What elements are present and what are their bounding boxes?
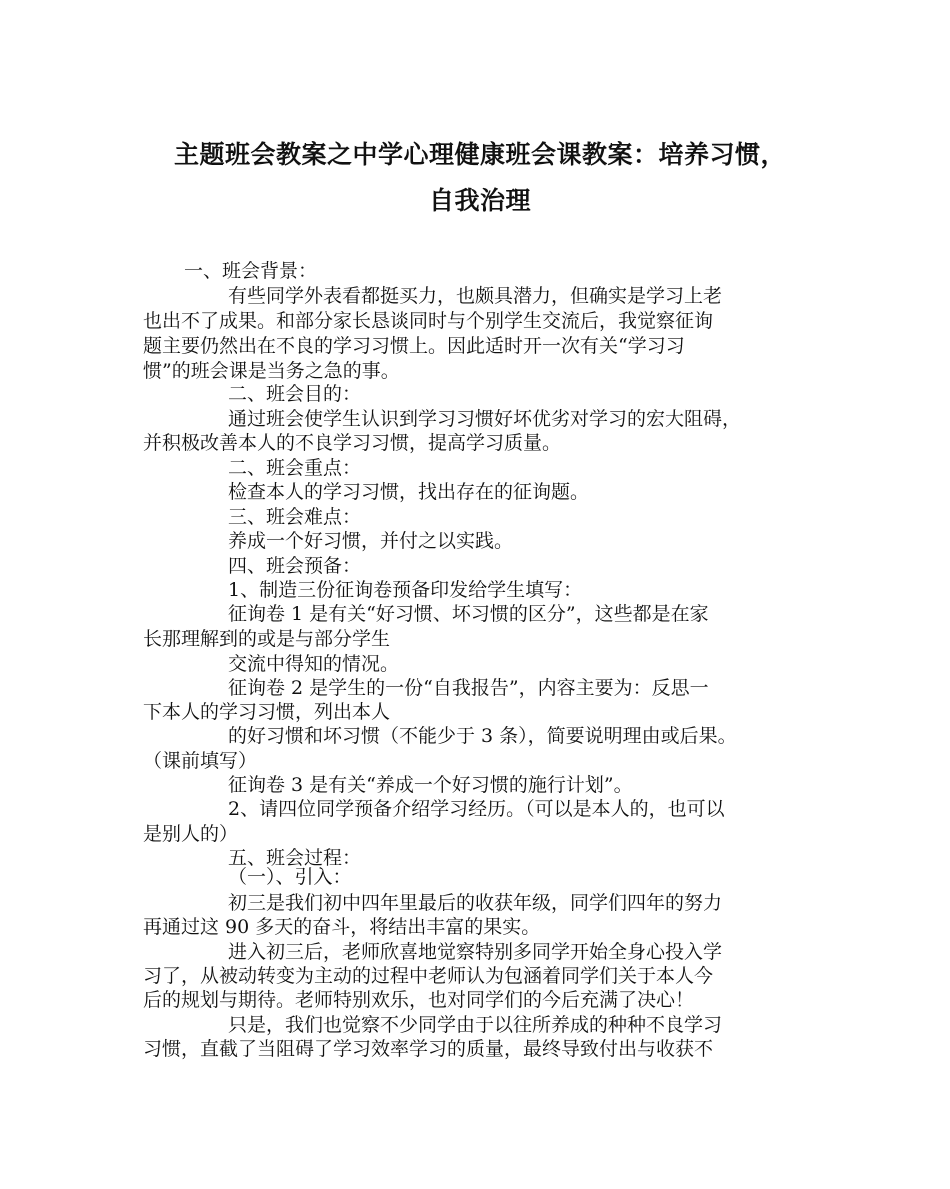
- paragraph-line: 进入初三后，老师欣喜地觉察特别多同学开始全身心投入学: [228, 941, 723, 963]
- paragraph-line: 习惯，直截了当阻碍了学习效率学习的质量，最终导致付出与收获不: [143, 1038, 714, 1060]
- section-heading-difficulty: 三、班会难点：: [228, 506, 362, 528]
- section-heading-process: 五、班会过程：: [228, 847, 362, 869]
- paragraph-line: 长那理解到的或是与部分学生: [143, 628, 391, 650]
- paragraph-line: 也出不了成果。和部分家长恳谈同时与个别学生交流后，我觉察征询: [143, 310, 714, 332]
- paragraph-line: 惯”的班会课是当务之急的事。: [143, 360, 400, 382]
- paragraph-line: 并积极改善本人的不良学习习惯，提高学习质量。: [143, 432, 562, 454]
- paragraph-line: 下本人的学习习惯，列出本人: [143, 701, 391, 723]
- paragraph-line: 有些同学外表看都挺买力，也颇具潜力，但确实是学习上老: [228, 285, 723, 307]
- paragraph-line: 初三是我们初中四年里最后的收获年级，同学们四年的努力: [228, 892, 723, 914]
- paragraph-line: （课前填写）: [143, 750, 258, 772]
- document-title-line-2: 自我治理: [428, 186, 531, 215]
- document-title-line-1: 主题班会教案之中学心理健康班会课教案：培养习惯，: [173, 140, 786, 169]
- paragraph-line: 再通过这 90 多天的奋斗，将结出丰富的果实。: [143, 916, 541, 938]
- paragraph-line: 交流中得知的情况。: [228, 653, 400, 675]
- paragraph-line: 题主要仍然出在不良的学习习惯上。因此适时开一次有关“学习习: [143, 335, 685, 357]
- section-heading-purpose: 二、班会目的：: [228, 383, 362, 405]
- paragraph-line: 养成一个好习惯，并付之以实践。: [228, 530, 514, 552]
- paragraph-line: 2、请四位同学预备介绍学习经历。（可以是本人的，也可以: [228, 798, 725, 820]
- paragraph-line: 1、制造三份征询卷预备印发给学生填写：: [228, 579, 583, 601]
- subsection-heading-intro: （一）、引入：: [228, 866, 352, 888]
- paragraph-line: 是别人的）: [143, 823, 239, 845]
- paragraph-line: 通过班会使学生认识到学习习惯好坏优劣对学习的宏大阻碍，: [228, 408, 742, 430]
- paragraph-line: 只是，我们也觉察不少同学由于以往所养成的种种不良学习: [228, 1014, 723, 1036]
- paragraph-line: 征询卷 3 是有关“养成一个好习惯的施行计划”。: [228, 774, 633, 796]
- section-heading-background: 一、班会背景：: [184, 260, 318, 282]
- section-heading-preparation: 四、班会预备：: [228, 555, 362, 577]
- paragraph-line: 征询卷 2 是学生的一份“自我报告”，内容主要为：反思一: [228, 677, 709, 699]
- paragraph-line: 后的规划与期待。老师特别欢乐，也对同学们的今后充满了决心！: [143, 989, 695, 1011]
- paragraph-line: 习了，从被动转变为主动的过程中老师认为包涵着同学们关于本人今: [143, 965, 714, 987]
- paragraph-line: 检查本人的学习习惯，找出存在的征询题。: [228, 481, 590, 503]
- paragraph-line: 的好习惯和坏习惯（不能少于 3 条），简要说明理由或后果。: [228, 725, 737, 747]
- paragraph-line: 征询卷 1 是有关“好习惯、坏习惯的区分”，这些都是在家: [228, 603, 709, 625]
- section-heading-focus: 二、班会重点：: [228, 457, 362, 479]
